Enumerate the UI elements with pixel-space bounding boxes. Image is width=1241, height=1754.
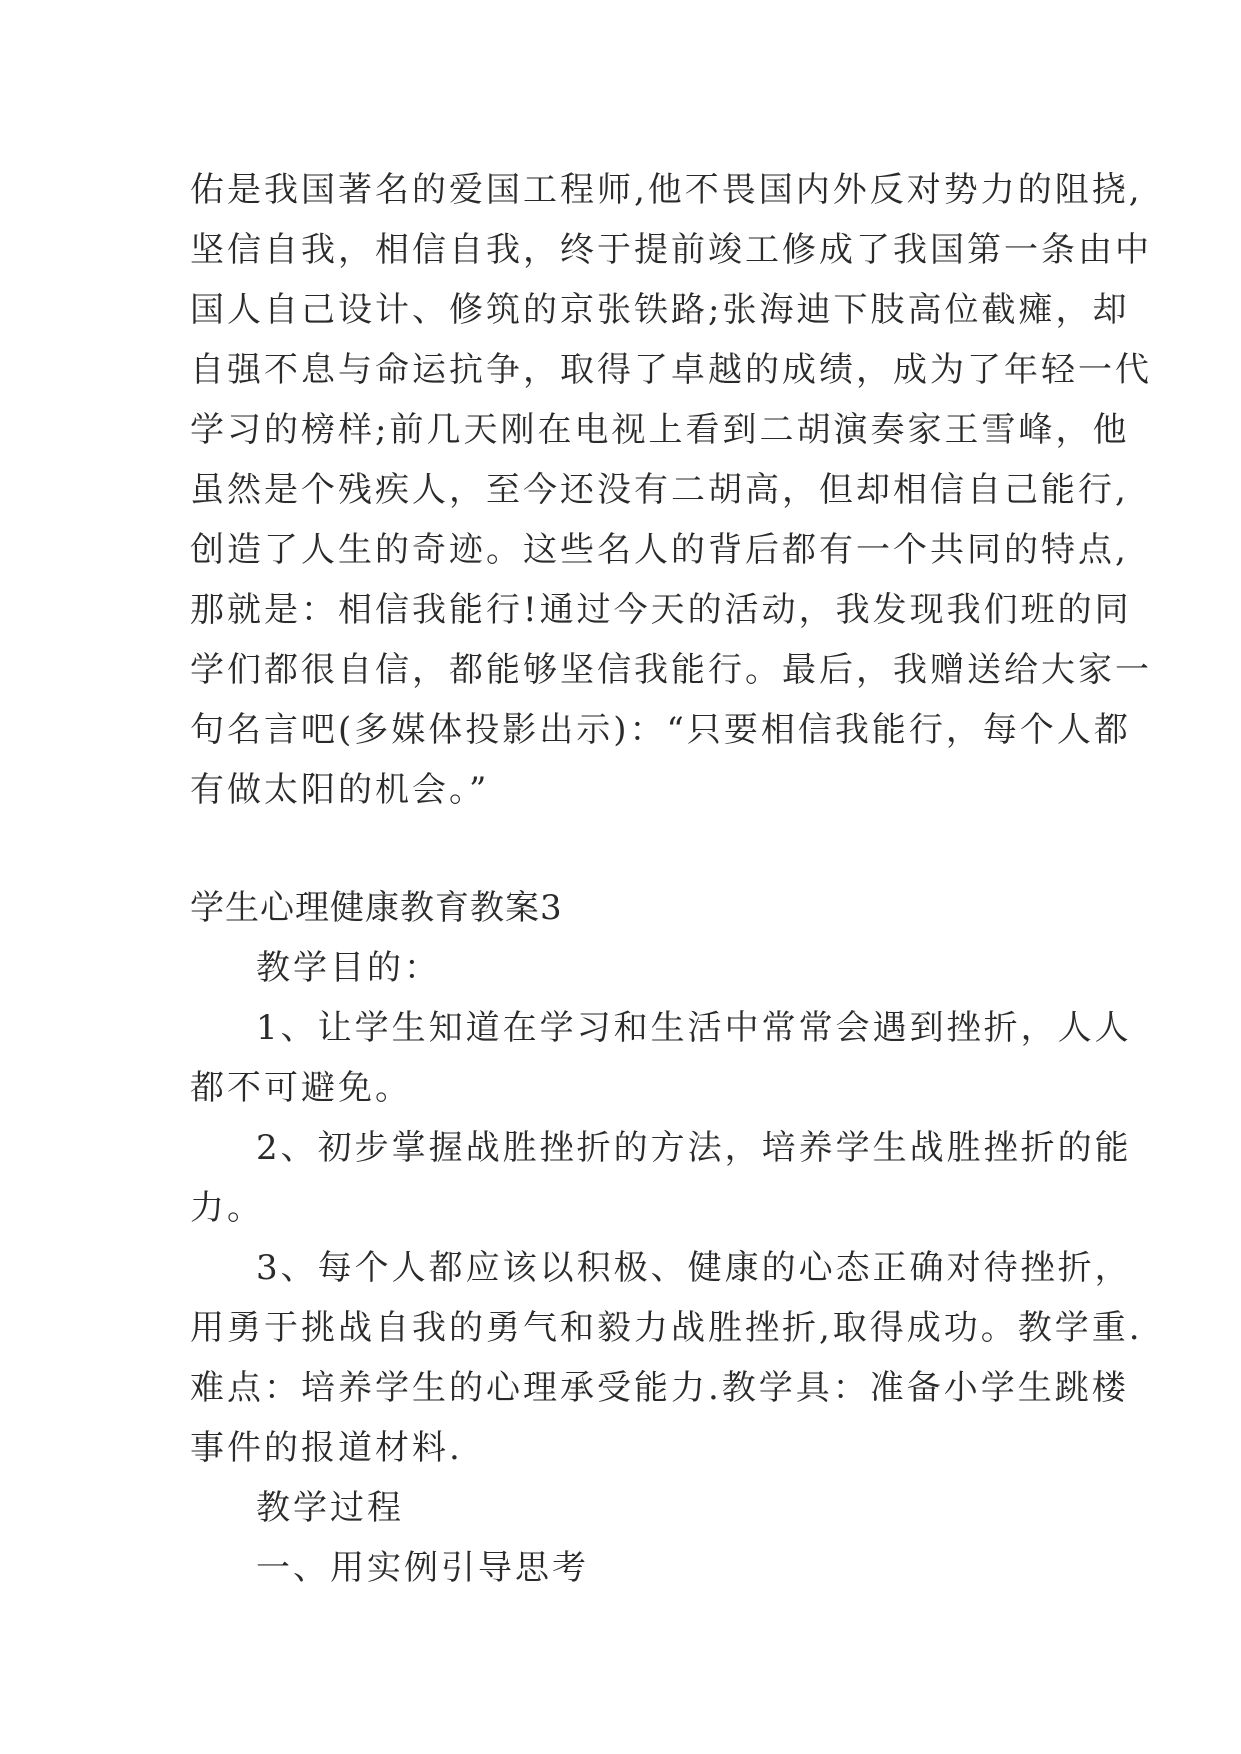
intro-paragraph: [190, 160, 1152, 820]
text-line: 有做太阳的机会。”: [190, 770, 490, 810]
text-line: 那就是：相信我能行!通过今天的活动，我发现我们班的同: [190, 590, 1132, 630]
document-body: [190, 160, 1152, 1598]
text-line: 3、每个人都应该以积极、健康的心态正确对待挫折，: [256, 1248, 1132, 1288]
text-line: 1、让学生知道在学习和生活中常常会遇到挫折，人人: [256, 1008, 1132, 1048]
text-line: 句名言吧(多媒体投影出示)：“只要相信我能行，每个人都: [190, 710, 1131, 750]
text-line: 虽然是个残疾人，至今还没有二胡高，但却相信自己能行,: [190, 470, 1129, 510]
text-line: 难点：培养学生的心理承受能力.教学具：准备小学生跳楼: [190, 1368, 1129, 1408]
text-line: 创造了人生的奇迹。这些名人的背后都有一个共同的特点,: [190, 530, 1129, 570]
paragraph-spacer: [190, 820, 1070, 878]
section-title: 学生心理健康教育教案3: [190, 888, 563, 928]
process-label: 教学过程: [256, 1488, 404, 1528]
text-line: 用勇于挑战自我的勇气和毅力战胜挫折,取得成功。教学重.: [190, 1308, 1143, 1348]
text-line: 国人自己设计、修筑的京张铁路;张海迪下肢高位截瘫，却: [190, 290, 1130, 330]
text-line: 事件的报道材料.: [190, 1428, 463, 1468]
text-line: 学们都很自信，都能够坚信我能行。最后，我赠送给大家一: [190, 650, 1152, 690]
text-line: 学习的榜样;前几天刚在电视上看到二胡演奏家王雪峰，他: [190, 410, 1130, 450]
text-line: 2、初步掌握战胜挫折的方法，培养学生战胜挫折的能: [256, 1128, 1132, 1168]
text-line: 自强不息与命运抗争，取得了卓越的成绩，成为了年轻一代: [190, 350, 1152, 390]
objective-2: [190, 1118, 1132, 1238]
text-line: 佑是我国著名的爱国工程师,他不畏国内外反对势力的阻挠,: [190, 170, 1143, 210]
text-line: 坚信自我，相信自我，终于提前竣工修成了我国第一条由中: [190, 230, 1152, 270]
objectives-label: 教学目的：: [256, 948, 441, 988]
process-step-1: 一、用实例引导思考: [256, 1548, 589, 1588]
text-line: 都不可避免。: [190, 1068, 412, 1108]
objective-1: [190, 998, 1132, 1118]
text-line: 力。: [190, 1188, 264, 1228]
objective-3: [190, 1238, 1143, 1478]
